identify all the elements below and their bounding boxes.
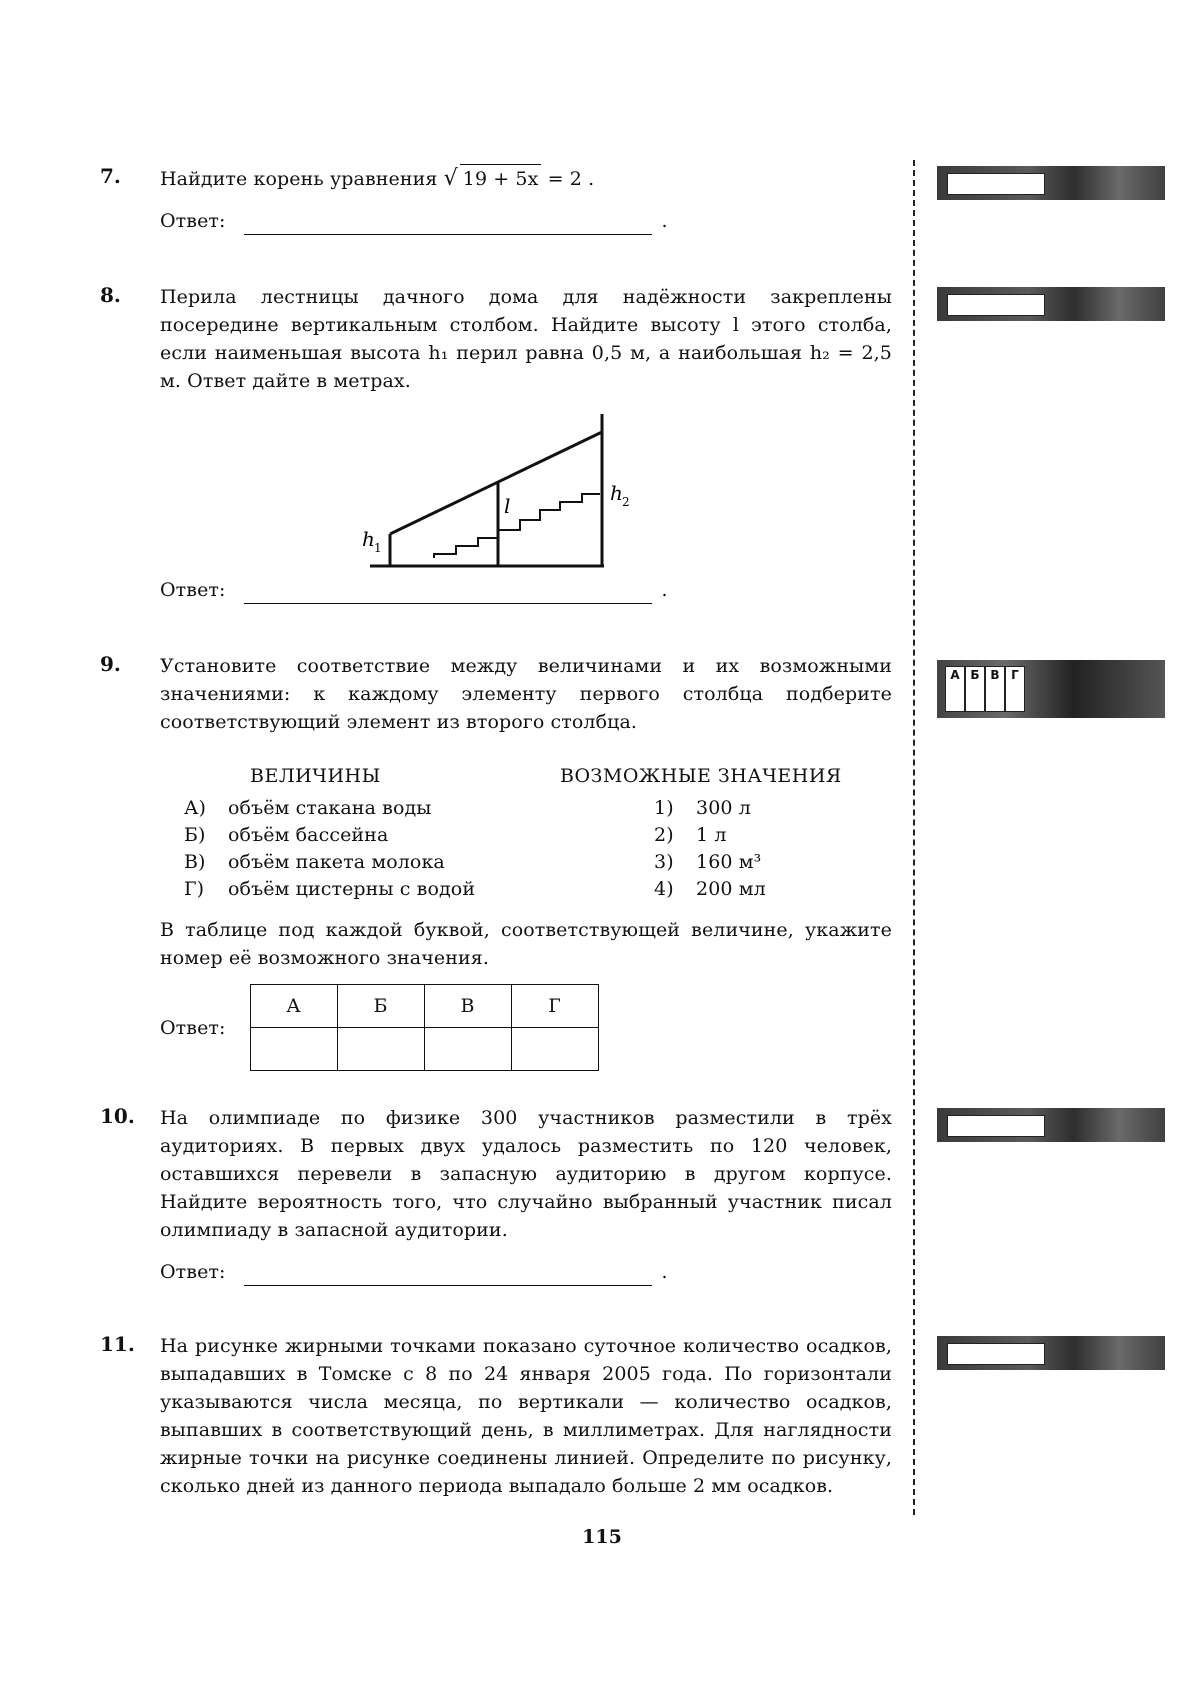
answer-input[interactable] xyxy=(244,1267,652,1286)
answer-dot: . xyxy=(661,1261,668,1283)
answer-input[interactable] xyxy=(244,585,652,604)
label-h1: h xyxy=(362,527,375,551)
answer-line xyxy=(160,576,892,604)
mark-field xyxy=(947,1343,1045,1365)
answer-mark-box-7 xyxy=(937,166,1165,200)
stair-railing-figure xyxy=(360,410,640,570)
answer-cell-g[interactable] xyxy=(511,1028,598,1071)
left-column-header: ВЕЛИЧИНЫ xyxy=(250,765,381,787)
item-key: 4) xyxy=(654,878,674,900)
question-number: 9. xyxy=(100,652,121,676)
item-key: Б) xyxy=(184,824,206,846)
left-item xyxy=(184,794,564,821)
question-body xyxy=(160,652,892,1071)
table-header-b: Б xyxy=(337,985,424,1028)
railing-line xyxy=(390,432,602,534)
table-header-a: А xyxy=(250,985,337,1028)
item-key: 2) xyxy=(654,824,674,846)
item-key: Г) xyxy=(184,878,205,900)
table-header-v: В xyxy=(424,985,511,1028)
right-column-header: ВОЗМОЖНЫЕ ЗНАЧЕНИЯ xyxy=(560,765,842,787)
answer-line xyxy=(160,207,892,235)
label-h2-sub: 2 xyxy=(622,495,630,509)
item-value: объём бассейна xyxy=(228,824,389,846)
sqrt-expression: 19 + 5x xyxy=(460,164,542,193)
item-key: 3) xyxy=(654,851,674,873)
question-body xyxy=(160,1104,892,1286)
left-column xyxy=(184,762,564,902)
answer-input[interactable] xyxy=(244,216,652,235)
mark-cell: Б xyxy=(965,666,985,712)
mark-cell: В xyxy=(985,666,1005,712)
right-column xyxy=(560,762,890,902)
left-item xyxy=(184,821,564,848)
label-h2: h xyxy=(610,481,623,505)
instruction-text: В таблице под каждой буквой, соответствующей величине, укажите номер её возможного значения. xyxy=(160,919,892,969)
right-item xyxy=(560,794,890,821)
answer-label: Ответ: xyxy=(160,1261,226,1283)
answer-dot: . xyxy=(661,210,668,232)
answer-label: Ответ: xyxy=(160,210,226,232)
right-item xyxy=(560,821,890,848)
answer-cell-v[interactable] xyxy=(424,1028,511,1071)
question-body xyxy=(160,164,892,235)
item-key: А) xyxy=(184,797,207,819)
answer-mark-box-10 xyxy=(937,1108,1165,1142)
page-number: 115 xyxy=(582,1526,622,1548)
question-number: 8. xyxy=(100,283,121,307)
table-header-g: Г xyxy=(511,985,598,1028)
question-text: Найдите корень уравнения xyxy=(160,168,438,190)
left-item xyxy=(184,848,564,875)
answer-line xyxy=(160,1258,892,1286)
question-number: 7. xyxy=(100,164,121,188)
margin-cut-line xyxy=(913,160,915,1515)
matching-columns xyxy=(160,762,892,912)
answer-dot: . xyxy=(661,579,668,601)
equation-rhs: = 2 . xyxy=(547,168,595,190)
item-key: 1) xyxy=(654,797,674,819)
mark-field xyxy=(947,294,1045,316)
question-text: На олимпиаде по физике 300 участников разместили в трёх аудиториях. В первых двух удалось разместить по 120 человек, оставшихся перевели в запасную аудиторию в другом корпусе. Найдите вероятность того, что случайно выбранный участник писал олимпиаду в запасной аудитории. xyxy=(160,1107,892,1241)
answer-mark-box-9 xyxy=(937,660,1165,718)
mark-cells xyxy=(945,666,1025,712)
answer-label: Ответ: xyxy=(160,1016,226,1039)
item-value: объём пакета молока xyxy=(228,851,445,873)
answer-cell-b[interactable] xyxy=(337,1028,424,1071)
item-value: 200 мл xyxy=(696,878,766,900)
mark-field xyxy=(947,1115,1045,1137)
label-l: l xyxy=(504,494,511,518)
question-body xyxy=(160,1332,892,1500)
answer-wrapper xyxy=(160,576,892,604)
answer-table xyxy=(250,984,599,1071)
mark-field xyxy=(947,173,1045,195)
answer-label: Ответ: xyxy=(160,579,226,601)
item-value: объём стакана воды xyxy=(228,797,432,819)
question-number: 11. xyxy=(100,1332,135,1356)
answer-mark-box-11 xyxy=(937,1336,1165,1370)
answer-cell-a[interactable] xyxy=(250,1028,337,1071)
question-text: Перила лестницы дачного дома для надёжности закреплены посередине вертикальным столбом. Найдите высоту l этого столба, если наименьшая высота h₁ перил равна 0,5 м, а наибольшая h₂ = 2,5 м. Ответ дайте в метрах. xyxy=(160,286,892,392)
item-key: В) xyxy=(184,851,206,873)
item-value: объём цистерны с водой xyxy=(228,878,476,900)
question-body xyxy=(160,283,892,395)
item-value: 160 м³ xyxy=(696,851,762,873)
label-h1-sub: 1 xyxy=(374,541,382,555)
right-item xyxy=(560,875,890,902)
question-text: Установите соответствие между величинами и их возможными значениями: к каждому элементу первого столбца подберите соответствующий элемент из второго столбца. xyxy=(160,655,892,733)
mark-cell: А xyxy=(945,666,965,712)
sqrt-sign: √ xyxy=(443,166,458,191)
right-item xyxy=(560,848,890,875)
item-value: 1 л xyxy=(696,824,727,846)
question-number: 10. xyxy=(100,1104,135,1128)
answer-table-row xyxy=(160,984,892,1071)
left-item xyxy=(184,875,564,902)
mark-cell: Г xyxy=(1005,666,1025,712)
question-text: На рисунке жирными точками показано суточное количество осадков, выпадавших в Томске с 8 по 24 января 2005 года. По горизонтали указываются числа месяца, по вертикали — количество осадков, выпавших в соответствующий день, в миллиметрах. Для наглядности жирные точки на рисунке соединены линией. Определите по рисунку, сколько дней из данного периода выпадало больше 2 мм осадков. xyxy=(160,1335,892,1497)
item-value: 300 л xyxy=(696,797,751,819)
answer-mark-box-8 xyxy=(937,287,1165,321)
stairs xyxy=(434,494,600,558)
